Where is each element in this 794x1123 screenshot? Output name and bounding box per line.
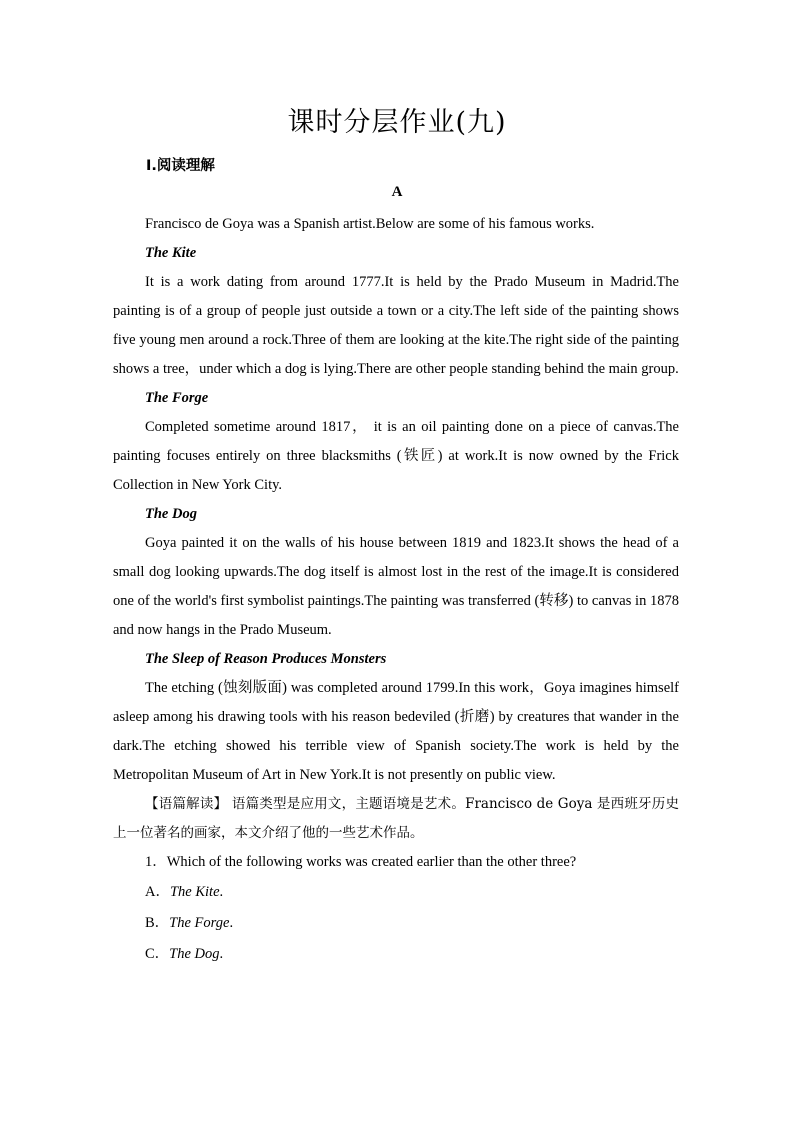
work-text-forge: Completed sometime around 1817， it is an oil painting done on a piece of canvas.The painting focuses entirely on three blacksmiths (铁匠) at work.It is now owned by the Frick Collection in New York City. [113, 419, 679, 493]
question-number: 1． [145, 854, 167, 870]
passage-analysis [113, 790, 679, 848]
option-end: . [219, 884, 224, 900]
option-b [113, 908, 679, 939]
option-c [113, 939, 679, 970]
question-1 [113, 848, 679, 877]
option-a [113, 877, 679, 908]
option-letter: B． [145, 915, 170, 931]
passage-intro: Francisco de Goya was a Spanish artist.Below are some of his famous works. [145, 216, 595, 232]
work-title-forge: The Forge [145, 390, 209, 406]
page-title: 课时分层作业(九) [287, 107, 507, 138]
passage-body [113, 210, 679, 970]
section-heading: Ⅰ.阅读理解 [146, 158, 215, 174]
option-text: The Kite [169, 884, 220, 900]
work-title-sleep-of-reason: The Sleep of Reason Produces Monsters [145, 651, 387, 667]
work-title-dog: The Dog [145, 506, 197, 522]
option-end: . [219, 946, 224, 962]
analysis-text: 语篇类型是应用文，主题语境是艺术。Francisco de Goya 是西班牙历史上一位著名的画家，本文介绍了他的一些艺术作品。 [113, 796, 679, 841]
option-letter: C． [145, 946, 170, 962]
question-text: Which of the following works was created earlier than the other three? [166, 854, 577, 870]
option-text: The Dog [169, 946, 220, 962]
work-text-sleep-of-reason: The etching (蚀刻版面) was completed around 1799.In this work，Goya imagines himself asleep among his drawing tools with his reason bedeviled (折磨) by creatures that wander in the dark.The etching showed his terrible view of Spanish society.The work is held by the Metropolitan Museum of Art in New York.It is not presently on public view. [113, 680, 679, 783]
option-letter: A． [145, 884, 170, 900]
work-text-kite: It is a work dating from around 1777.It is held by the Prado Museum in Madrid.The painting is of a group of people just outside a town or a city.The left side of the painting shows five young men around a rock.Three of them are looking at the kite.The right side of the painting shows a tree，under which a dog is lying.There are other people standing behind the main group. [113, 274, 679, 377]
passage-letter: A [391, 184, 403, 200]
work-title-kite: The Kite [145, 245, 197, 261]
option-end: . [229, 915, 234, 931]
work-text-dog: Goya painted it on the walls of his house between 1819 and 1823.It shows the head of a small dog looking upwards.The dog itself is almost lost in the rest of the image.It is considered one of the world's first symbolist paintings.The painting was transferred (转移) to canvas in 1878 and now hangs in the Prado Museum. [113, 535, 679, 638]
option-text: The Forge [169, 915, 230, 931]
analysis-label: 【语篇解读】 [145, 796, 228, 812]
